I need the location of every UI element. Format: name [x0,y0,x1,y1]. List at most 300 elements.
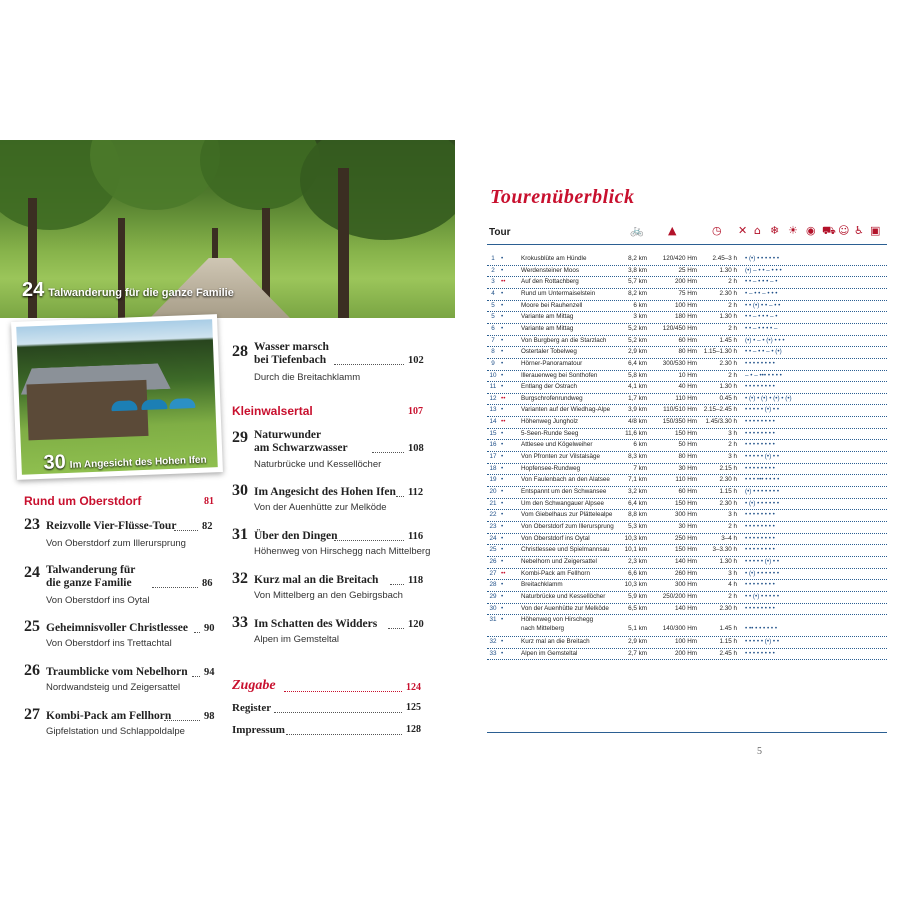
difficulty-dots: •• [501,418,506,426]
tour-name: Hopfensee-Rundweg [521,464,581,472]
distance: 2,9 km [628,348,647,356]
row-number: 19 [489,476,497,484]
sun-icon: ☀ [788,224,798,237]
elevation: 180 Hm [674,313,697,321]
row-separator [487,300,887,301]
duration: 1.45 h [719,336,737,344]
row-number: 1 [491,255,495,262]
difficulty-dots: •• [501,569,506,577]
duration: 2 h [728,278,737,286]
feature-marks: • • • • • (•) • • [745,406,780,414]
duration: 2.30 h [719,476,737,484]
tour-name-line2: nach Mittelberg [521,625,565,633]
caption-text: Im Angesicht des Hohen Ifen [69,454,207,471]
tour-subtitle: Höhenweg von Hirschegg nach Mittelberg [254,546,431,557]
row-number: 29 [489,592,497,600]
elevation: 250 Hm [674,534,697,542]
difficulty-dots: • [501,511,504,519]
elevation: 100 Hm [674,638,697,646]
tour-page: 86 [202,578,213,589]
tour-name: Kombi-Pack am Fellhorn [521,569,590,577]
row-separator [487,568,887,569]
tour-page: 108 [408,443,424,454]
distance: 2,3 km [628,557,647,565]
photo-caption-top [22,279,234,302]
duration: 1.30 h [719,313,737,321]
elevation: 150/350 Hm [662,418,697,426]
tour-subtitle: Nordwandsteig und Zeigersattel [46,682,181,693]
photo-hohen-ifen [11,314,223,480]
elevation: 60 Hm [678,488,697,495]
elevation: 25 Hm [678,266,697,274]
duration: 2 h [728,324,737,332]
row-number: 7 [491,336,495,344]
tour-name: Von Oberstdorf zum Illerursprung [521,522,614,530]
tour-page: 98 [204,711,215,722]
distance: 6,5 km [628,604,647,612]
row-separator [487,636,887,637]
row-number: 32 [489,638,497,646]
feature-marks: • • • • • • • • [745,522,775,530]
tour-subtitle: Alpen im Gemsteltal [254,634,340,645]
difficulty-dots: • [501,464,504,472]
tour-title: Reizvolle Vier-Flüsse-Tour [46,520,177,532]
difficulty-dots: • [501,336,504,344]
elevation: 60 Hm [678,336,697,344]
feature-marks: • • • • • • • • [745,441,775,449]
duration: 2 h [728,301,737,309]
duration: 2 h [728,522,737,530]
bike-icon: 🚲 [630,224,644,237]
row-separator [487,544,887,545]
row-separator [487,451,887,452]
tour-subtitle: Von der Auenhütte zur Melköde [254,502,387,513]
row-separator [487,428,887,429]
tour-page: 112 [408,487,424,498]
duration: 3–3.30 h [712,546,737,554]
tour-name: Illerauenweg bei Sonthofen [521,371,598,379]
impressum-link[interactable]: Impressum [232,724,285,736]
tour-subtitle: Naturbrücke und Kessellöcher [254,459,382,470]
row-separator [487,533,887,534]
elevation: 80 Hm [678,348,697,356]
distance: 11,6 km [625,429,647,437]
row-separator [487,323,887,324]
row-number: 31 [489,616,497,624]
distance: 10,3 km [624,581,647,589]
tour-number: 27 [24,706,40,723]
distance: 2,9 km [628,638,647,646]
elevation: 10 Hm [678,371,697,379]
row-number: 13 [489,406,497,414]
tour-number: 33 [232,614,248,631]
tour-page: 116 [408,531,424,542]
feature-marks: • • • • • • • • [745,511,775,519]
distance: 7,1 km [628,476,647,484]
tour-name: Von Oberstdorf ins Oytal [521,534,590,542]
tour-title: Im Angesicht des Hohen Ifen [254,486,396,498]
tour-name: Höhenweg von Hirschegg [521,616,594,624]
distance: 6,4 km [628,359,647,367]
duration: 2.30 h [719,499,737,507]
row-separator [487,276,887,277]
row-separator [487,498,887,499]
distance: 6,4 km [628,499,647,507]
distance: 5,2 km [628,336,647,344]
row-separator [487,404,887,405]
distance: 3 km [633,313,647,321]
zugabe-page: 124 [406,682,421,693]
elevation: 110 Hm [675,476,697,484]
impressum-page: 128 [406,724,421,735]
row-number: 11 [489,383,497,391]
duration: 1.45/3.30 h [705,418,737,426]
row-separator [487,659,887,660]
duration: 1.45 h [719,625,737,633]
mountain-icon: ▲ [668,224,677,237]
distance: 5,3 km [628,522,647,530]
tour-name: Höhenweg Jungholz [521,418,579,426]
duration: 3 h [728,511,737,519]
duration: 3 h [728,429,737,437]
row-separator [487,463,887,464]
tour-name: Naturbrücke und Kessellöcher [521,592,606,600]
tour-title: Kombi-Pack am Fellhorn [46,710,172,722]
elevation: 120/450 Hm [662,324,697,332]
duration: 2.45 h [719,649,737,657]
difficulty-dots: • [501,592,504,600]
duration: 3 h [728,569,737,577]
distance: 8,8 km [628,511,647,519]
tour-number: 26 [24,662,40,679]
difficulty-dots: • [501,534,504,542]
view-icon: ◉ [806,224,816,237]
row-separator [487,346,887,347]
feature-marks: • (•) • • • • • • [745,499,780,507]
row-number: 24 [489,534,497,542]
row-number: 10 [489,371,497,379]
feature-marks: (•) – • • – • • • [745,266,782,274]
feature-marks: • (•) • (•) • (•) • (•) [745,394,792,402]
difficulty-dots: • [501,441,504,449]
elevation: 30 Hm [678,522,697,530]
row-separator [487,265,887,266]
elevation: 110 Hm [675,394,697,402]
tour-number: 23 [24,516,40,533]
tour-name: Entlang der Ostrach [521,383,578,391]
elevation: 140/300 Hm [662,625,697,633]
difficulty-dots: • [501,604,504,612]
section-title: Rund um Oberstdorf [24,494,142,508]
tour-name: Burgschrofenrundweg [521,394,583,402]
feature-marks: • – • • – • • • [745,289,778,297]
tour-name: Ostertaler Tobelweg [521,348,577,356]
feature-marks: • (•) • • • • • • [745,255,780,262]
tour-title: Talwanderung für [46,564,136,576]
difficulty-dots: • [501,649,504,657]
elevation: 200 Hm [674,278,697,286]
tour-title: Kurz mal an die Breitach [254,574,379,586]
elevation: 75 Hm [678,289,697,297]
tour-name: Variante am Mittag [521,324,574,332]
difficulty-dots: • [501,476,504,484]
row-separator [487,288,887,289]
distance: 4,1 km [628,383,647,391]
row-number: 16 [489,441,497,449]
tour-number: 25 [24,618,40,635]
tour-name: Auf den Rottachberg [521,278,579,286]
distance: 5,2 km [628,324,647,332]
duration: 2 h [728,441,737,449]
restaurant-icon: ✕ [738,224,748,237]
difficulty-dots: • [501,289,504,297]
row-separator [487,603,887,604]
row-number: 18 [489,464,497,472]
overview-title: Tourenüberblick [490,186,635,208]
tour-name: Von Pfronten zur Vilstalsäge [521,453,600,461]
feature-marks: (•) • • • • • • • [745,488,780,495]
tour-title-line2: die ganze Familie [46,577,132,589]
duration: 2.15–2.45 h [703,406,737,414]
distance: 5,9 km [628,592,647,600]
section-page: 81 [204,496,214,507]
distance: 5,7 km [628,278,647,286]
photo-caption-tilt [43,446,207,475]
tour-number: 28 [232,343,248,360]
elevation: 40 Hm [678,383,697,391]
feature-marks: • • – • • • – • [745,278,778,286]
tour-name: Alpen im Gemsteltal [521,649,578,657]
row-separator [487,474,887,475]
tour-page: 102 [408,355,424,366]
row-separator [487,416,887,417]
feature-marks: • • • • • • • • [745,534,775,542]
clock-icon: ◷ [712,224,722,237]
row-number: 8 [491,348,495,356]
elevation: 150 Hm [674,546,697,554]
feature-marks: • • (•) • • – • • [745,301,781,309]
elevation: 300 Hm [674,581,697,589]
elevation: 50 Hm [678,441,697,449]
row-number: 5 [491,313,495,321]
tour-subtitle: Von Oberstdorf zum Illerursprung [46,538,186,549]
zugabe-title[interactable]: Zugabe [232,678,276,693]
difficulty-dots: • [501,557,504,565]
feature-marks: • • • • • (•) • • [745,638,780,646]
feature-marks: • • – • • • • – [745,324,778,332]
tour-number: 29 [232,429,248,446]
kids-icon: ☺ [838,224,850,237]
distance: 7 km [633,464,647,472]
duration: 3 h [728,453,737,461]
museum-icon: ⌂ [754,224,761,237]
difficulty-dots: • [501,359,504,367]
feature-marks: • • • • • (•) • • [745,453,780,461]
distance: 6 km [633,441,647,449]
distance: 2,7 km [628,649,647,657]
duration: 2 h [728,371,737,379]
bus-icon: ▣ [870,224,881,237]
tour-title: Naturwunder [254,429,322,441]
difficulty-dots: • [501,313,504,321]
elevation: 30 Hm [678,464,697,472]
winter-icon: ❄ [770,224,780,237]
duration: 1.15 h [719,488,737,495]
duration: 1.15–1.30 h [703,348,737,356]
row-number: 3 [491,278,495,286]
feature-marks: • • • • • • • • [745,383,775,391]
tour-name: Kurz mal an die Breitach [521,638,590,646]
duration: 2.30 h [719,289,737,297]
distance: 5,8 km [628,371,647,379]
duration: 2.45–3 h [712,255,737,262]
feature-marks: • • • • • • • • [745,464,775,472]
difficulty-dots: • [501,255,504,262]
feature-marks: • • • • • • • • [745,429,775,437]
caption-number: 24 [22,279,45,301]
distance: 8,3 km [628,453,647,461]
tour-name: Von Burgberg an die Starzlach [521,336,607,344]
feature-marks: (•) • – • (•) • • • [745,336,785,344]
difficulty-dots: • [501,546,504,554]
tour-title-line2: am Schwarzwasser [254,442,348,454]
tour-page: 118 [408,575,424,586]
tour-title: Im Schatten des Widders [254,618,378,630]
tour-name: Christlessee und Spielmannsau [521,546,610,554]
row-number: 33 [489,649,497,657]
row-number: 14 [489,418,497,426]
feature-marks: • •• • • • • • • [745,625,778,633]
tour-subtitle: Gipfelstation und Schlappoldalpe [46,726,185,737]
row-number: 25 [489,546,497,554]
row-separator [487,509,887,510]
duration: 2 h [728,592,737,600]
tour-name: Vom Giebelhaus zur Plättelealpe [521,511,613,519]
difficulty-dots: • [501,638,504,646]
register-link[interactable]: Register [232,702,272,714]
tour-title: Über den Dingen [254,530,338,542]
caption-text: Talwanderung für die ganze Familie [48,287,234,299]
duration: 2.30 h [719,359,737,367]
difficulty-dots: • [501,371,504,379]
difficulty-dots: • [501,406,504,414]
distance: 8,2 km [628,289,647,297]
row-separator [487,579,887,580]
tour-name: Varianten auf der Wiedhag-Alpe [521,406,611,414]
distance: 1,7 km [628,394,647,402]
feature-marks: • • • • • • • • [745,581,775,589]
caption-number: 30 [43,451,67,474]
row-number: 28 [489,581,497,589]
tour-name: Von Faulenbach an den Alatsee [521,476,610,484]
elevation: 120/420 Hm [662,255,697,262]
tour-column-header: Tour [489,227,511,238]
tour-name: Von der Auenhütte zur Melköde [521,604,609,612]
tour-name: Hörner-Panoramatour [521,359,583,367]
tour-page: 120 [408,619,424,630]
duration: 3–4 h [721,534,737,542]
row-number: 4 [491,289,495,297]
header-rule [487,244,887,245]
difficulty-dots: • [501,488,504,495]
tour-number: 31 [232,526,248,543]
duration: 0.45 h [719,394,737,402]
row-number: 2 [491,266,495,274]
row-number: 30 [489,604,497,612]
feature-marks: – • – ••• • • • • [745,371,782,379]
feature-marks: • • – • • • – • [745,313,778,321]
register-page: 125 [406,702,421,713]
tour-subtitle: Von Oberstdorf ins Trettachtal [46,638,172,649]
feature-marks: • • • ••• • • • • [745,476,780,484]
row-number: 23 [489,522,497,530]
row-separator [487,370,887,371]
difficulty-dots: •• [501,278,506,286]
row-number: 6 [491,324,495,332]
tour-name: Attlesee und Kögelweiher [521,441,593,449]
row-separator [487,335,887,336]
row-separator [487,614,887,615]
tour-name: Krokusblüte am Hündle [521,255,587,262]
duration: 1.15 h [719,638,737,646]
duration: 1.30 h [719,266,737,274]
tour-subtitle: Von Mittelberg an den Gebirgsbach [254,590,403,601]
row-separator [487,521,887,522]
tour-page: 90 [204,623,215,634]
row-separator [487,486,887,487]
feature-marks: • • • • • • • • [745,604,775,612]
row-number: 15 [489,429,497,437]
difficulty-dots: • [501,581,504,589]
difficulty-dots: • [501,453,504,461]
tour-subtitle: Durch die Breitachklamm [254,372,361,383]
duration: 4 h [728,581,737,589]
row-number: 22 [489,511,497,519]
row-separator [487,311,887,312]
distance: 6,6 km [628,569,647,577]
tour-name: Entspannt um den Schwansee [521,488,607,495]
duration: 1.30 h [719,557,737,565]
section-title: Kleinwalsertal [232,404,313,418]
difficulty-dots: • [501,429,504,437]
difficulty-dots: • [501,301,504,309]
elevation: 200 Hm [674,649,697,657]
row-number: 12 [489,394,497,402]
tour-name: Werdensteiner Moos [521,266,579,274]
feature-marks: • • • • • • • • [745,546,775,554]
difficulty-dots: • [501,499,504,507]
row-separator [487,381,887,382]
row-number: 26 [489,557,497,565]
elevation: 150 Hm [674,429,697,437]
elevation: 110/510 Hm [663,406,697,414]
row-number: 17 [489,453,497,461]
tour-name: Um den Schwangauer Alpsee [521,499,604,507]
tour-name: Variante am Mittag [521,313,574,321]
tour-name: Nebelhorn und Zeigersattel [521,557,597,565]
tour-subtitle: Von Oberstdorf ins Oytal [46,595,150,606]
distance: 8,2 km [628,255,647,262]
difficulty-dots: • [501,383,504,391]
elevation: 150 Hm [674,499,697,507]
wheelchair-icon: ♿ [854,224,864,237]
tour-title-line2: bei Tiefenbach [254,354,327,366]
duration: 2.15 h [719,464,737,472]
difficulty-dots: • [501,522,504,530]
difficulty-dots: • [501,266,504,274]
feature-marks: • • • • • • • • [745,359,775,367]
tour-title: Geheimnisvoller Christlessee [46,622,188,634]
